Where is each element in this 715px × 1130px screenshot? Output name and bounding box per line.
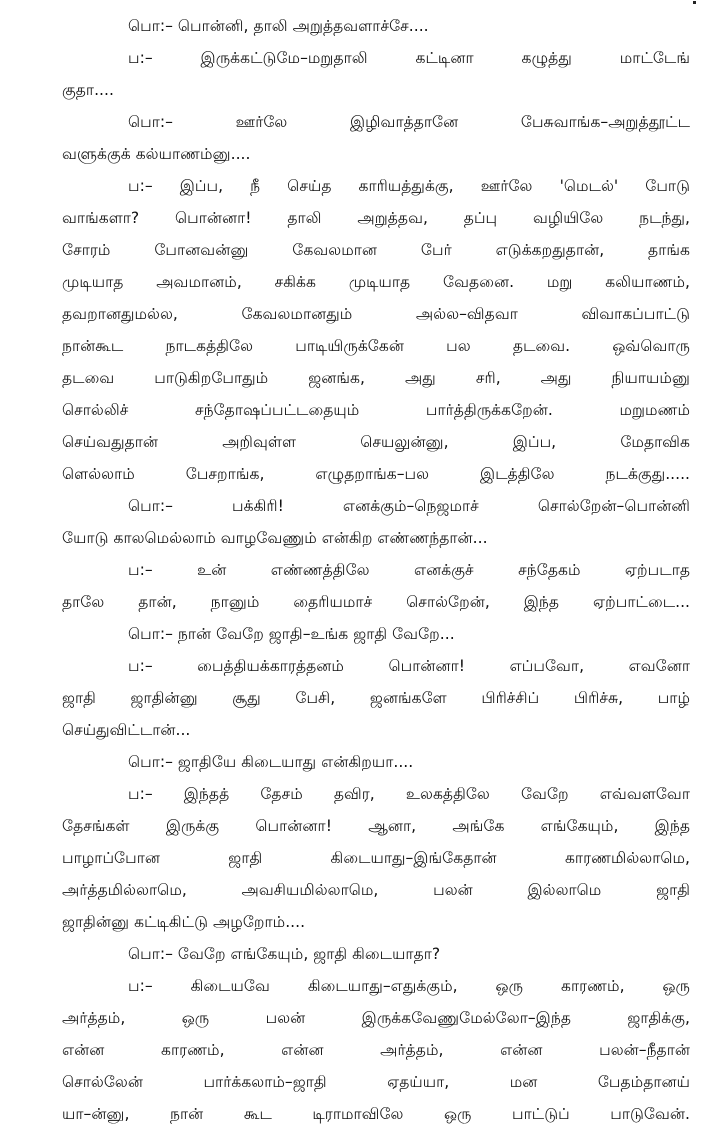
text-line: வாங்களா? பொன்னா! தாலி அறுத்தவ, தப்பு வழியிலே நடந்து, xyxy=(62,209,690,227)
text-line: தவறானதுமல்ல, கேவலமானதும் அல்ல–விதவா விவாகப்பாட்டு xyxy=(62,305,690,323)
text-line: ப:– உன் எண்ணத்திலே எனக்குச் சந்தேகம் ஏற்படாத xyxy=(128,561,690,579)
text-line: பொ:– பக்கிரி! எனக்கும்–நெஜமாச் சொல்றேன்–பொன்னி xyxy=(128,497,690,515)
text-line: பொ:– ஜாதியே கிடையாது என்கிறயா.... xyxy=(128,753,414,771)
text-line: ப:– இருக்கட்டுமே–மறுதாலி கட்டினா கழுத்து மாட்டேங் xyxy=(128,49,690,67)
text-line: அர்த்தம், ஒரு பலன் இருக்கவேணுமேல்லோ–இந்த ஜாதிக்கு, xyxy=(62,1009,690,1027)
text-line: சோரம் போனவன்னு கேவலமான பேர் எடுக்கறதுதான், தாங்க xyxy=(62,241,690,259)
text-line: ஜாதி ஜாதின்னு சூது பேசி, ஜனங்களே பிரிச்சிப் பிரிச்சு, பாழ் xyxy=(62,689,690,707)
text-line: ளெல்லாம் பேசறாங்க, எழுதறாங்க–பல இடத்திலே நடக்குது..... xyxy=(62,465,690,483)
text-line: ப:– இந்தத் தேசம் தவிர, உலகத்திலே வேறே எவ்வளவோ xyxy=(128,785,690,803)
text-line: அர்த்தமில்லாமெ, அவசியமில்லாமெ, பலன் இல்லாமெ ஜாதி xyxy=(62,881,690,899)
text-line: சொல்லேன் பார்க்கலாம்–ஜாதி ஏதய்யா, மன பேதம்தானய் xyxy=(62,1073,690,1091)
dialogue-text xyxy=(62,10,690,1130)
text-line: யா–ன்னு, நான் கூட டிராமாவிலே ஒரு பாட்டுப் பாடுவேன். xyxy=(62,1105,690,1123)
text-line: ப:– பைத்தியக்காரத்தனம் பொன்னா! எப்பவோ, எவனோ xyxy=(128,657,690,675)
text-line: தேசங்கள் இருக்கு பொன்னா! ஆனா, அங்கே எங்கேயும், இந்த xyxy=(62,817,690,835)
text-line: முடியாத அவமானம், சகிக்க முடியாத வேதனை. மறு கலியாணம், xyxy=(62,273,690,291)
text-line: பொ:– நான் வேறே ஜாதி–உங்க ஜாதி வேறே... xyxy=(128,625,455,643)
text-line: பாழாப்போன ஜாதி கிடையாது–இங்கேதான் காரணமில்லாமெ, xyxy=(62,849,690,867)
page-corner-mark xyxy=(693,1,696,4)
text-line: ப:– கிடையவே கிடையாது–எதுக்கும், ஒரு காரணம், ஒரு xyxy=(128,977,690,995)
text-line: பொ:– வேறே எங்கேயும், ஜாதி கிடையாதா? xyxy=(128,945,441,963)
text-line: வளுக்குக் கல்யாணம்னு.... xyxy=(62,145,251,163)
text-line: பொ:– ஊர்லே இழிவாத்தானே பேசுவாங்க–அறுத்தூட்ட xyxy=(128,113,690,131)
text-line: பொ:– பொன்னி, தாலி அறுத்தவளாச்சே.... xyxy=(128,17,429,35)
text-line: சொல்லிச் சந்தோஷப்பட்டதையும் பார்த்திருக்கறேன். மறுமணம் xyxy=(62,401,690,419)
text-line: செய்வதுதான் அறிவுள்ள செயலுன்னு, இப்ப, மேதாவிக xyxy=(62,433,690,451)
text-line: குதா.... xyxy=(62,81,114,99)
text-line: ப:– இப்ப, நீ செய்த காரியத்துக்கு, ஊர்லே 'மெடல்' போடு xyxy=(128,177,690,195)
text-line: ஜாதின்னு கட்டிகிட்டு அழறோம்.... xyxy=(62,913,306,931)
text-line: செய்துவிட்டான்... xyxy=(62,721,191,739)
text-line: என்ன காரணம், என்ன அர்த்தம், என்ன பலன்–நீதான் xyxy=(62,1041,690,1059)
text-line: தாலே தான், நானும் தைரியமாச் சொல்றேன், இந்த ஏற்பாட்டை... xyxy=(62,593,690,611)
text-line: யோடு காலமெல்லாம் வாழவேணும் என்கிற எண்ணந்தான்... xyxy=(62,529,488,547)
text-line: நான்கூட நாடகத்திலே பாடியிருக்கேன் பல தடவை. ஒவ்வொரு xyxy=(62,337,690,355)
text-line: தடவை பாடுகிறபோதும் ஜனங்க, அது சரி, அது நியாயம்னு xyxy=(62,369,690,387)
